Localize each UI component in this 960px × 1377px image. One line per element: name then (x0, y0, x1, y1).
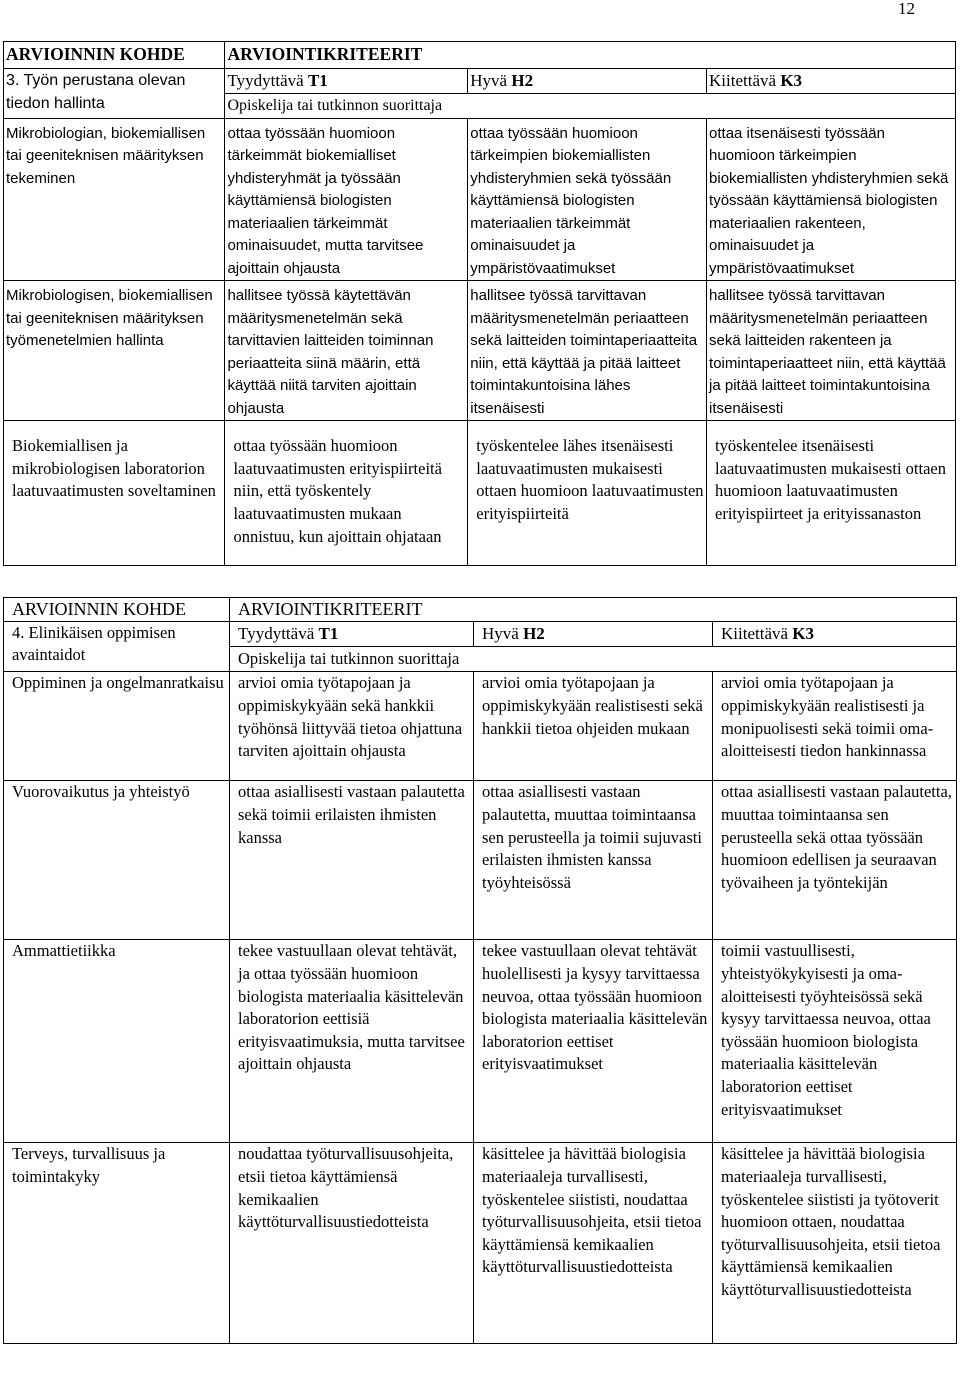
criteria-t1: hallitsee työssä käytettävän määritysmenetelmän sekä tarvittavien laitteiden toiminnan periaatteita siinä määrin, että käyttää niitä tarviten ajoittain ohjausta (225, 281, 468, 421)
assessment-criteria-heading: ARVIOINTIKRITEERIT (230, 598, 957, 622)
assessment-target-heading: ARVIOINNIN KOHDE (4, 42, 225, 69)
criteria-k3: hallitsee työssä tarvittavan määritysmenetelmän periaatteen sekä laitteiden rakenteen ja toimintaperiaatteet niin, että käyttää ja pitää laitteet toimintakuntoisina itsenäisesti (707, 281, 956, 421)
level-h2: Hyvä H2 (468, 68, 707, 94)
table-header-row (4, 598, 957, 622)
table-row (4, 672, 957, 781)
criteria-h2: hallitsee työssä tarvittavan määritysmenetelmän periaatteen sekä laitteiden toimintaperiaatteita niin, että käyttää ja pitää laitteet toimintakuntoisina lähes itsenäisesti (468, 281, 707, 421)
level-header-row (4, 621, 957, 647)
assessment-target-heading: ARVIOINNIN KOHDE (4, 598, 230, 622)
criteria-t1: tekee vastuullaan olevat tehtävät, ja ottaa työssään huomioon biologista materiaalia käsittelevän laboratorion eettisiä erityisvaatimuksia, mutta tarvitsee ajoittain ohjausta (230, 940, 474, 1143)
level-header-row (4, 68, 956, 94)
assessment-target: Mikrobiologisen, biokemiallisen tai geeniteknisen määrityksen työmenetelmien hallinta (4, 281, 225, 421)
criteria-table-2 (3, 597, 957, 1344)
criteria-h2: ottaa asiallisesti vastaan palautetta, muuttaa toimintaansa sen perusteella ja toimii sujuvasti erilaisten ihmisten kanssa työyhteisössä (474, 781, 713, 940)
criteria-k3: ottaa itsenäisesti työssään huomioon tärkeimpien biokemiallisten yhdisteryhmien sekä työssään käyttämiensä biologisten materiaalien rakenteen, ominaisuudet ja ympäristövaatimukset (707, 118, 956, 281)
criteria-table-1 (3, 41, 956, 566)
assessment-criteria-heading: ARVIOINTIKRITEERIT (225, 42, 956, 69)
level-t1: Tyydyttävä T1 (230, 621, 474, 647)
table-row (4, 781, 957, 940)
assessment-target: Mikrobiologian, biokemiallisen tai geeniteknisen määrityksen tekeminen (4, 118, 225, 281)
criteria-h2: arvioi omia työtapojaan ja oppimiskykyään realistisesti sekä hankkii tietoa ohjeiden mukaan (474, 672, 713, 781)
subject-label: Opiskelija tai tutkinnon suorittaja (230, 647, 957, 672)
level-t1: Tyydyttävä T1 (225, 68, 468, 94)
level-k3: Kiitettävä K3 (713, 621, 957, 647)
criteria-k3: työskentelee itsenäisesti laatuvaatimusten mukaisesti ottaen huomioon laatuvaatimusten erityispiirteet ja erityissanaston (707, 421, 956, 566)
criteria-h2: tekee vastuullaan olevat tehtävät huolellisesti ja kysyy tarvittaessa neuvoa, ottaa työssään huomioon biologista materiaalia käsittelevän laboratorion eettiset erityisvaatimukset (474, 940, 713, 1143)
criteria-h2: ottaa työssään huomioon tärkeimpien biokemiallisten yhdisteryhmien sekä työssään käyttämiensä biologisten materiaalien tärkeimmät ominaisuudet ja ympäristövaatimukset (468, 118, 707, 281)
criteria-t1: ottaa työssään huomioon tärkeimmät biokemialliset yhdisteryhmät ja työssään käyttämiensä biologisten materiaalien tärkeimmät ominaisuudet, mutta tarvitsee ajoittain ohjausta (225, 118, 468, 281)
criteria-k3: toimii vastuullisesti, yhteistyökykyisesti ja oma-aloitteisesti työyhteisössä sekä kysyy tarvittaessa neuvoa, ottaa työssään huomioon biologista materiaalia käsittelevän laboratorion eettiset erityisvaatimukset (713, 940, 957, 1143)
criteria-k3: käsittelee ja hävittää biologisia materiaaleja turvallisesti, työskentelee siististi ja työtoverit huomioon ottaen, noudattaa työturvallisuusohjeita, etsii tietoa käyttämiensä kemikaalien käyttöturvallisuustiedotteista (713, 1143, 957, 1344)
table-row (4, 1143, 957, 1344)
table-row (4, 118, 956, 281)
level-k3: Kiitettävä K3 (707, 68, 956, 94)
subject-label: Opiskelija tai tutkinnon suorittaja (225, 94, 956, 118)
assessment-target: Terveys, turvallisuus ja toimintakyky (4, 1143, 230, 1344)
level-h2: Hyvä H2 (474, 621, 713, 647)
assessment-target: Ammattietiikka (4, 940, 230, 1143)
criteria-t1: noudattaa työturvallisuusohjeita, etsii tietoa käyttämiensä kemikaalien käyttöturvallisuustiedotteista (230, 1143, 474, 1344)
table-row (4, 421, 956, 566)
table-header-row (4, 42, 956, 69)
criteria-t1: ottaa työssään huomioon laatuvaatimusten erityispiirteitä niin, että työskentely laatuvaatimusten mukaan onnistuu, kun ajoittain ohjataan (225, 421, 468, 566)
page-number: 12 (898, 0, 915, 18)
assessment-target: Vuorovaikutus ja yhteistyö (4, 781, 230, 940)
topic-heading: 3. Työn perustana olevan tiedon hallinta (4, 68, 225, 118)
assessment-target: Oppiminen ja ongelmanratkaisu (4, 672, 230, 781)
criteria-k3: arvioi omia työtapojaan ja oppimiskykyään realistisesti ja monipuolisesti sekä toimii oma-aloitteisesti tiedon hankinnassa (713, 672, 957, 781)
table-row (4, 281, 956, 421)
criteria-h2: työskentelee lähes itsenäisesti laatuvaatimusten mukaisesti ottaen huomioon laatuvaatimusten erityispiirteitä (468, 421, 707, 566)
criteria-t1: arvioi omia työtapojaan ja oppimiskykyään sekä hankkii työhönsä liittyvää tietoa ohjattuna tarviten ajoittain ohjausta (230, 672, 474, 781)
table-row (4, 940, 957, 1143)
criteria-k3: ottaa asiallisesti vastaan palautetta, muuttaa toimintaansa sen perusteella sekä ottaa työssään huomioon edellisen ja seuraavan työvaiheen ja työntekijän (713, 781, 957, 940)
criteria-t1: ottaa asiallisesti vastaan palautetta sekä toimii erilaisten ihmisten kanssa (230, 781, 474, 940)
criteria-h2: käsittelee ja hävittää biologisia materiaaleja turvallisesti, työskentelee siististi, noudattaa työturvallisuusohjeita, etsii tietoa käyttämiensä kemikaalien käyttöturvallisuustiedotteista (474, 1143, 713, 1344)
topic-heading: 4. Elinikäisen oppimisen avaintaidot (4, 621, 230, 672)
assessment-target: Biokemiallisen ja mikrobiologisen laboratorion laatuvaatimusten soveltaminen (4, 421, 225, 566)
